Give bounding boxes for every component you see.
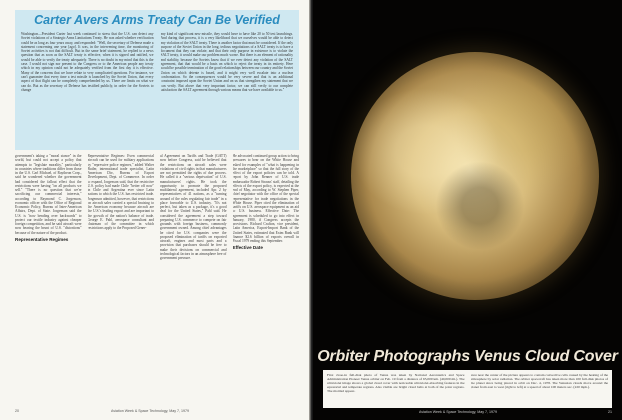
- caption-column: First close-in full-disk photo of Venus was taken by National Aeronautics and Space Administration Pioneer Venus orbiter on Feb. 19 from a distance of 65,000 km. (40,000 mi.). The ultraviolet image shows a global cloud cover with noticeable ultraviolet-absorbing features in the equatorial and temperate regions. Also visible are bright cloud belts at both of the polar regions. The mottled appear-: [327, 373, 465, 394]
- article-body: [15, 154, 299, 406]
- page-number: 21: [608, 410, 612, 414]
- article-text: He advocated continued group action to bring pressures to bear on the White House and asked for examples of "what is happening in the marketplace" so that the full story of the effect of the export policies can be told. A report by John Renner of U.S. trade ambassador Robert Strauss' staff, detailing the effects of the export policy, is expected at the end of May, according to W. Stephen Piper, chief negotiator with the office of the special representative for trade negotiations in the White House. Piper cited the elimination of tariffs on U.S. aerospace equipment as an aid to U.S. business. Effective Date: The agreement is scheduled to go into effect in January, 1980, if Congress accepts the provisions. Richard Crafton, vice president, Latin America, Export-Import Bank of the United States, estimated that Exim Bank will finance $2.6 billion of exports overall in Fiscal 1979 ending this September.: [232, 154, 299, 243]
- sidebar-column: any kind of significant new missile, they would have to have like 20 to 50 test launchings. And during that process, it is a very likelihood that we ourselves would be able to detect any violation of the SALT treaty. There is another factor that must be considered. If the only purpose of the Soviet Union in the long, tedious negotiations of a SALT treaty is to have a document that they can violate, and that their only purpose in existence is to violate the SALT treaty, it would make our problem much worse. But there is an element of rationality and stability, because the Soviets know that if we ever detect any violation of the SALT agreement, that that would be a basis on which to reject the treaty in its entirety. Here would be possible termination of the good relationships between our country and the Soviet Union on which detente is based, and it might very well escalate into a nuclear confrontation. So the consequences would be very severe and that is an additional constraint imposed upon the Soviet Union and on us that strengthen my statement that we can verify. But above that very important factor, we can still verify to our complete satisfaction the SALT agreement through various means that we have available to us.": [160, 32, 293, 92]
- photo-caption: [323, 370, 612, 408]
- subhead: Representative Regimes: [15, 236, 69, 242]
- caption-column: ance near the center of the picture appears to contain convective cells caused by the heating of the atmosphere by solar radiation. The orbiter spacecraft has taken more than 100 full-disk photos of the planet since being placed in orbit on Dec. 4, 1978. The Venusian clouds move around the planet from east to west (right to left) at a speed of about 100 meters sec. (220 mph.).: [470, 373, 608, 390]
- sidebar-column: Washington—President Carter last week continued to stress that the U.S. can detect any Soviet violations of a Strategic Arms Limitations Treaty. He was asked whether verification could be as long as four years away, and responded: "Well, the secretary of Defense made a statement concerning one year [ago]. It was, in the intervening time, the monitoring of Soviet activities is not that difficult. But in the same brief statement, he replied to a news question that as soon as the SALT treaty is effective, when it is signed and ratified, we would be able to verify the treaty adequately. There is no doubt in my mind that this is the case. I would not sign nor present to the Congress or to the American people any treaty which in my opinion could not be adequately verified from the first day it is effective. Many of the concerns that we have relate to very complicated questions. For instance, we can't guarantee that every time a test missile is launched by the Soviet Union, that every aspect of that flight can be completely comprehended by us. There are limits on what we can do. But as the secretary of Defense has testified publicly, in order for the Soviets to change: [21, 32, 154, 92]
- article-column: [15, 154, 82, 406]
- page-number: 20: [15, 409, 19, 413]
- left-page: [0, 0, 309, 420]
- article-text: government's taking a "moral stance" in the world, but could not accept a policy that attempts to "legislate morality," particularly in countries where traditions differ from those in the U.S. Carl Michael, of Raytheon Corp., said he wondered whether the government had considered the fallout effect that the restrictions were having "on all products we sell." "There is no question that we're sacrificing our commercial interests," according to Raymond C. Jorgenson, economic officer with the Office of Regional Economic Policy, Bureau of Inter-American Affairs, Dept. of State. Jorgenson said the U.S. is "now bending over backwards" to protect our textile industry against cheaper foreign competition, and he said aircraft were now bearing the brunt of U.S. "distortions" because of the nature of the product.: [15, 154, 82, 235]
- publication-line: Aviation Week & Space Technology, May 7, 1979: [419, 410, 498, 414]
- article-headline: Orbiter Photographs Venus Cloud Cover: [317, 348, 618, 365]
- right-page: [313, 0, 622, 420]
- subhead: Effective Date: [232, 245, 263, 251]
- article-column: [233, 154, 300, 406]
- caption-columns: [327, 373, 608, 407]
- article-column: al Agreement on Tariffs and Trade (GATT) now before Congress, said he believed that the restrictions on aircraft sales were violations of civil rights in that manufacturers are not permitted the rights of due process. He called it a "serious deprivation" of U.S. manufacturers' rights. He took the opportunity to promote the proposed multilateral agreement, included Apr. 2 by representatives of 41 nations, as a "turning around of the rules regulating fair trade" in a place favorable to U.S. industry. "It's not perfect, but taken as a package, it's a good deal for the United States," Pahl said. He considered the agreement a step toward preparing U.S. commerce to compete on fair grounds with foreign business, commonly government owned. Among chief advantages he cited for U.S. companies were the proposed elimination of tariffs on exported aircraft, engines and most parts and a provision that purchases should be free to make their decisions on commercial and technological factors in an atmosphere free of government pressure.: [160, 154, 227, 260]
- article-column: Representative Regimes: Even commercial aircraft can be used for military applications by "repressive police regimes," added Walter Butler, international trade specialist, Latin American Div., Bureau of Export Development, Dept. of Commerce. In order to expand, Jorgenson said, that the restrictive U.S. policy had made Chile "better off now" in Chile and Argentina ever since Latin nations to which the U.S. has restricted trade. Jorgenson admitted, however, that restrictions on aircraft sales carried a special bruising to the American economy because aircraft are the U.S.'s leading export and are important to the growth of the nation's balance of trade. George E. Pahl, aerospace consultant and chairman of the committee in which restrictions apply to the Proposed Gener-: [87, 154, 154, 231]
- venus-photo-limb: [351, 52, 599, 300]
- sidebar-box: [15, 10, 299, 150]
- sidebar-columns: [21, 32, 293, 146]
- sidebar-title: Carter Avers Arms Treaty Can Be Verified: [34, 13, 280, 27]
- publication-line: Aviation Week & Space Technology, May 7, 1979: [111, 409, 190, 413]
